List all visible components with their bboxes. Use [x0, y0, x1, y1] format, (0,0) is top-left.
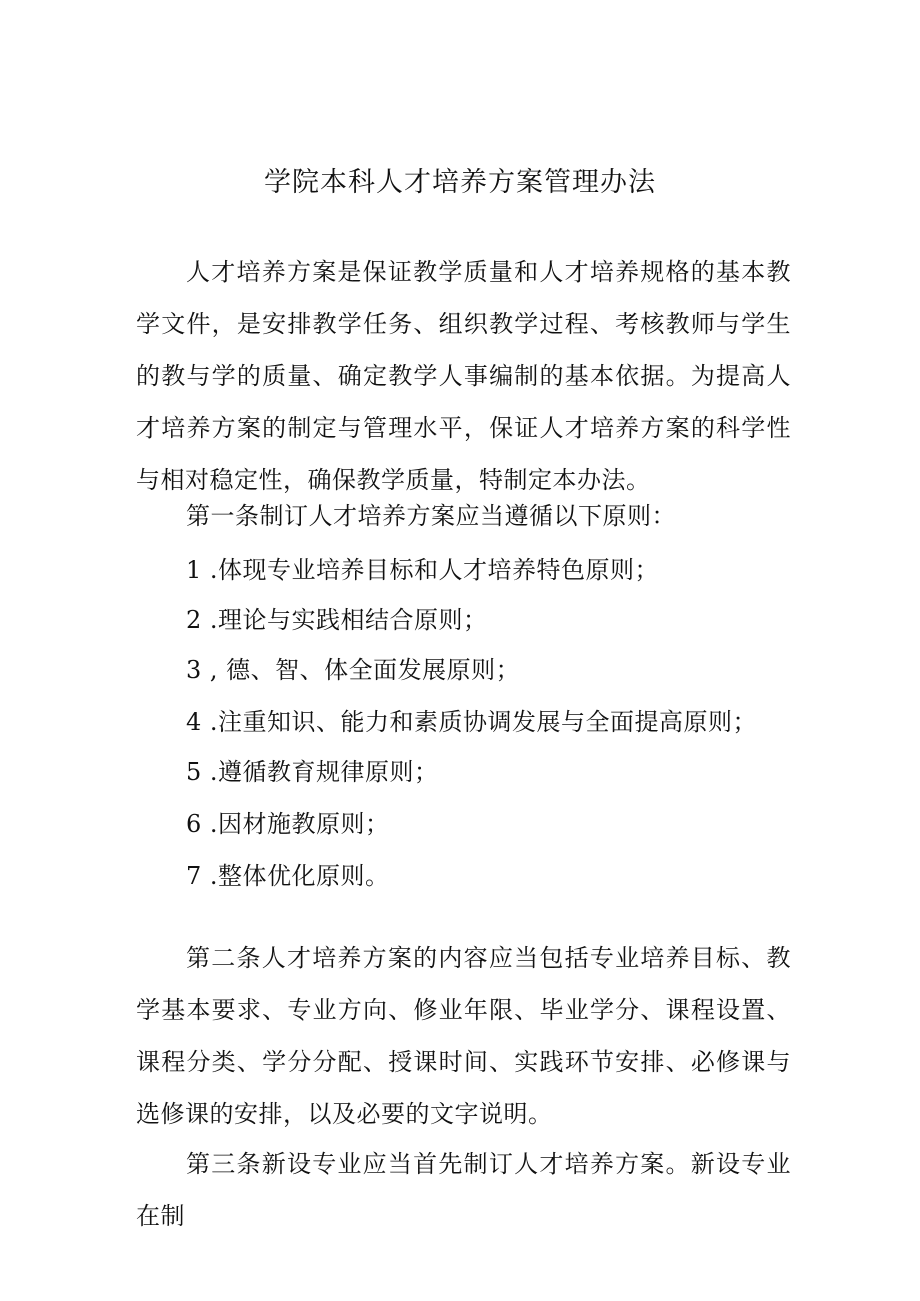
principle-item-5: 5 .遵循教育规律原则； — [186, 758, 439, 786]
article-1-heading: 第一条制订人才培养方案应当遵循以下原则： — [186, 502, 676, 530]
article-3-paragraph: 第三条新设专业应当首先制订人才培养方案。新设专业在制 — [136, 1150, 791, 1230]
principle-item-4: 4 .注重知识、能力和素质协调发展与全面提高原则； — [186, 708, 758, 736]
article-2-paragraph: 第二条人才培养方案的内容应当包括专业培养目标、教学基本要求、专业方向、修业年限、毕业学分、课程设置、课程分类、学分分配、授课时间、实践环节安排、必修课与选修课的安排，以及必要的文字说明。 — [136, 944, 791, 1128]
principle-item-2: 2 .理论与实践相结合原则； — [186, 606, 488, 634]
principle-item-6: 6 .因材施教原则； — [186, 810, 390, 838]
intro-paragraph: 人才培养方案是保证教学质量和人才培养规格的基本教学文件，是安排教学任务、组织教学过程、考核教师与学生的教与学的质量、确定教学人事编制的基本依据。为提高人才培养方案的制定与管理水平，保证人才培养方案的科学性与相对稳定性，确保教学质量，特制定本办法。 — [136, 258, 791, 494]
principle-item-1: 1 .体现专业培养目标和人才培养特色原则； — [186, 556, 660, 584]
document-title: 学院本科人才培养方案管理办法 — [264, 167, 656, 198]
principle-item-7: 7 .整体优化原则。 — [186, 862, 390, 890]
principle-item-3: 3 , 德、智、体全面发展原则； — [186, 656, 521, 684]
